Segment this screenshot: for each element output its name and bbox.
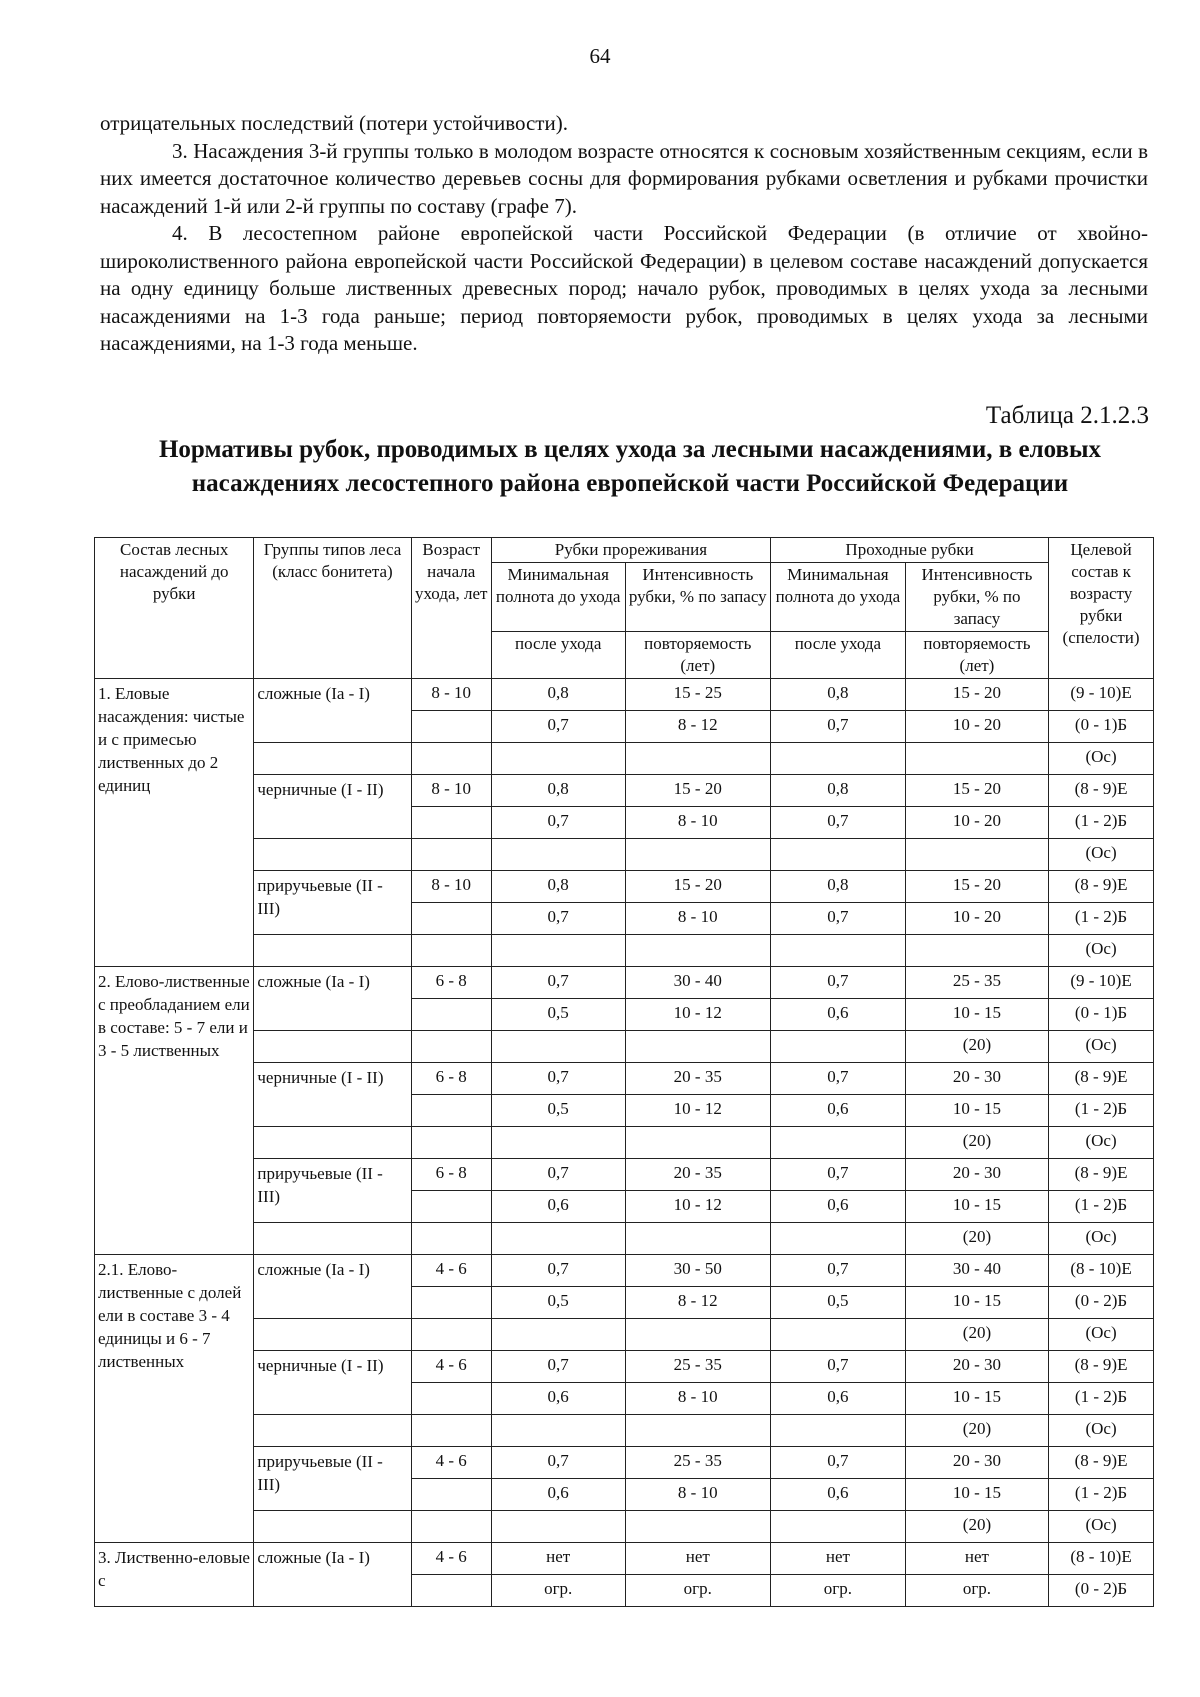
cell-value: 15 - 20: [905, 775, 1048, 807]
cell-value: [771, 935, 906, 967]
header-intensity: Интенсивность рубки, % по запасу: [905, 563, 1048, 632]
cell-start-age: 4 - 6: [411, 1543, 491, 1575]
cell-value: [625, 1223, 770, 1255]
cell-value: 20 - 30: [905, 1159, 1048, 1191]
cell-start-age: 8 - 10: [411, 679, 491, 711]
cell-forest-type: [254, 839, 411, 871]
cell-start-age: [411, 711, 491, 743]
cell-start-age: 4 - 6: [411, 1255, 491, 1287]
header-after-care: после ухода: [491, 632, 625, 679]
cell-value: [771, 1319, 906, 1351]
cell-value: 8 - 10: [625, 903, 770, 935]
cell-value: нет: [625, 1543, 770, 1575]
cell-target: (0 - 2)Б: [1049, 1575, 1154, 1607]
table-label: Таблица 2.1.2.3: [985, 402, 1149, 429]
cell-value: 10 - 15: [905, 1287, 1048, 1319]
cell-value: 0,7: [491, 711, 625, 743]
cell-value: [625, 839, 770, 871]
cell-value: 8 - 10: [625, 1479, 770, 1511]
header-target: Целевой состав к возрасту рубки (спелости): [1049, 538, 1154, 679]
cell-target: (0 - 1)Б: [1049, 711, 1154, 743]
table-header: [95, 538, 1154, 679]
cell-value: 30 - 40: [625, 967, 770, 999]
cell-value: [491, 1511, 625, 1543]
cell-forest-type: черничные (I - II): [254, 1063, 411, 1127]
cell-value: 15 - 20: [905, 679, 1048, 711]
paragraph: отрицательных последствий (потери устойчивости).: [100, 111, 568, 135]
cell-start-age: [411, 903, 491, 935]
cell-value: 0,8: [491, 775, 625, 807]
cell-target: (Ос): [1049, 1415, 1154, 1447]
header-composition: Состав лесных насаждений до рубки: [95, 538, 254, 679]
header-min-density: Минимальная полнота до ухода: [491, 563, 625, 632]
cell-start-age: [411, 743, 491, 775]
cell-start-age: [411, 1383, 491, 1415]
cell-value: [625, 1127, 770, 1159]
table-row: [95, 775, 1154, 807]
cell-value: 25 - 35: [625, 1351, 770, 1383]
cell-forest-type: [254, 1511, 411, 1543]
cell-value: 0,6: [771, 999, 906, 1031]
cell-value: 0,5: [491, 1095, 625, 1127]
cell-value: [491, 935, 625, 967]
cell-value: 0,8: [771, 679, 906, 711]
cell-value: 10 - 20: [905, 711, 1048, 743]
cell-value: 25 - 35: [905, 967, 1048, 999]
cell-start-age: [411, 1415, 491, 1447]
table-row: [95, 1127, 1154, 1159]
cell-value: [905, 839, 1048, 871]
cell-value: 0,7: [491, 1351, 625, 1383]
cell-value: [625, 1415, 770, 1447]
cell-start-age: 4 - 6: [411, 1351, 491, 1383]
cell-target: (8 - 9)Е: [1049, 1447, 1154, 1479]
cell-forest-type: черничные (I - II): [254, 1351, 411, 1415]
table-row: [95, 743, 1154, 775]
cell-target: (9 - 10)Е: [1049, 679, 1154, 711]
cell-value: (20): [905, 1415, 1048, 1447]
cell-target: (1 - 2)Б: [1049, 1095, 1154, 1127]
cell-value: 0,7: [771, 903, 906, 935]
cell-value: 10 - 12: [625, 1095, 770, 1127]
cell-target: (Ос): [1049, 743, 1154, 775]
cell-value: 0,5: [491, 1287, 625, 1319]
cell-value: 0,7: [771, 807, 906, 839]
cell-value: [625, 1319, 770, 1351]
table-row: [95, 871, 1154, 903]
cell-target: (0 - 1)Б: [1049, 999, 1154, 1031]
cell-value: 10 - 20: [905, 807, 1048, 839]
header-repeat: повторяемость (лет): [625, 632, 770, 679]
cell-value: 10 - 15: [905, 999, 1048, 1031]
cell-target: (8 - 9)Е: [1049, 1159, 1154, 1191]
table-row: [95, 1063, 1154, 1095]
cell-composition: 2.1. Елово-лиственные с долей ели в составе 3 - 4 единицы и 6 - 7 лиственных: [95, 1255, 254, 1543]
cell-start-age: 8 - 10: [411, 775, 491, 807]
cell-value: 15 - 20: [905, 871, 1048, 903]
cell-value: нет: [491, 1543, 625, 1575]
cell-forest-type: [254, 1415, 411, 1447]
cell-value: 0,5: [771, 1287, 906, 1319]
cell-composition: 3. Лиственно-еловые с: [95, 1543, 254, 1607]
cell-value: [491, 839, 625, 871]
cell-value: огр.: [905, 1575, 1048, 1607]
cell-value: 30 - 50: [625, 1255, 770, 1287]
cell-start-age: 6 - 8: [411, 1159, 491, 1191]
cell-target: (8 - 9)Е: [1049, 1063, 1154, 1095]
cell-value: 0,7: [491, 1447, 625, 1479]
cell-value: [771, 1127, 906, 1159]
body-text: [100, 110, 1148, 358]
cell-value: 0,7: [491, 903, 625, 935]
cell-value: 20 - 35: [625, 1159, 770, 1191]
cell-value: нет: [771, 1543, 906, 1575]
cell-value: (20): [905, 1319, 1048, 1351]
cell-start-age: [411, 1223, 491, 1255]
cell-value: 10 - 12: [625, 1191, 770, 1223]
cell-target: (9 - 10)Е: [1049, 967, 1154, 999]
table-row: [95, 1415, 1154, 1447]
cell-value: 0,7: [771, 1447, 906, 1479]
header-repeat: повторяемость (лет): [905, 632, 1048, 679]
header-passage: Проходные рубки: [771, 538, 1049, 563]
cell-value: 0,7: [771, 1159, 906, 1191]
cell-composition: 2. Елово-лиственные с преобладанием ели в составе: 5 - 7 ели и 3 - 5 лиственных: [95, 967, 254, 1255]
cell-value: 10 - 12: [625, 999, 770, 1031]
cell-value: 0,7: [491, 967, 625, 999]
cell-value: 0,8: [491, 871, 625, 903]
cell-start-age: 6 - 8: [411, 967, 491, 999]
cell-target: (1 - 2)Б: [1049, 903, 1154, 935]
cell-value: 15 - 25: [625, 679, 770, 711]
cell-target: (Ос): [1049, 839, 1154, 871]
cell-value: 15 - 20: [625, 775, 770, 807]
cell-value: [491, 1415, 625, 1447]
cell-value: 0,8: [771, 775, 906, 807]
table-body: [95, 679, 1154, 1607]
cell-target: (Ос): [1049, 1511, 1154, 1543]
cell-value: [491, 1223, 625, 1255]
paragraph: 4. В лесостепном районе европейской части Российской Федерации (в отличие от хвойно-широколиственного района европейской части Российской Федерации) в целевом составе насаждений допускается на одну единицу больше лиственных древесных пород; начало рубок, проводимых в целях ухода за лесными насаждениями на 1-3 года раньше; период повторяемости рубок, проводимых в целях ухода за лесными насаждениями, на 1-3 года меньше.: [100, 221, 1148, 355]
cell-forest-type: сложные (Ia - I): [254, 1543, 411, 1607]
cell-start-age: [411, 1095, 491, 1127]
cell-target: (1 - 2)Б: [1049, 807, 1154, 839]
cell-value: 10 - 15: [905, 1479, 1048, 1511]
cell-value: [625, 935, 770, 967]
cell-value: 0,6: [771, 1191, 906, 1223]
cell-value: 0,8: [491, 679, 625, 711]
cell-value: 20 - 30: [905, 1447, 1048, 1479]
cell-target: (0 - 2)Б: [1049, 1287, 1154, 1319]
cell-value: (20): [905, 1223, 1048, 1255]
cell-value: 0,7: [771, 1255, 906, 1287]
cell-value: 10 - 15: [905, 1191, 1048, 1223]
header-after-care: после ухода: [771, 632, 906, 679]
cell-value: 8 - 12: [625, 711, 770, 743]
table-row: [95, 1319, 1154, 1351]
cell-start-age: [411, 935, 491, 967]
header-forest-type: Группы типов леса (класс бонитета): [254, 538, 411, 679]
cell-value: 0,7: [771, 1063, 906, 1095]
cell-start-age: [411, 1287, 491, 1319]
cell-forest-type: приручьевые (II - III): [254, 871, 411, 935]
cell-value: 15 - 20: [625, 871, 770, 903]
cell-start-age: [411, 839, 491, 871]
cell-target: (Ос): [1049, 935, 1154, 967]
cell-value: 8 - 10: [625, 1383, 770, 1415]
cell-value: огр.: [491, 1575, 625, 1607]
cell-forest-type: сложные (Ia - I): [254, 679, 411, 743]
cell-value: [491, 1127, 625, 1159]
cell-start-age: 6 - 8: [411, 1063, 491, 1095]
cell-start-age: [411, 999, 491, 1031]
cell-value: 0,6: [771, 1479, 906, 1511]
cell-value: (20): [905, 1511, 1048, 1543]
cell-value: [491, 1031, 625, 1063]
table-row: [95, 1351, 1154, 1383]
cell-value: 20 - 30: [905, 1063, 1048, 1095]
cell-forest-type: черничные (I - II): [254, 775, 411, 839]
cell-start-age: [411, 807, 491, 839]
cell-start-age: 8 - 10: [411, 871, 491, 903]
cell-value: [771, 743, 906, 775]
cell-value: 10 - 15: [905, 1095, 1048, 1127]
cell-value: 25 - 35: [625, 1447, 770, 1479]
table-row: [95, 1255, 1154, 1287]
cell-value: 20 - 35: [625, 1063, 770, 1095]
cell-value: 8 - 12: [625, 1287, 770, 1319]
cell-value: огр.: [625, 1575, 770, 1607]
table-row: [95, 1543, 1154, 1575]
header-thinning: Рубки прореживания: [491, 538, 770, 563]
cell-target: (8 - 9)Е: [1049, 871, 1154, 903]
table-row: [95, 967, 1154, 999]
cell-value: [771, 1415, 906, 1447]
cell-forest-type: [254, 1319, 411, 1351]
cell-start-age: [411, 1319, 491, 1351]
cell-value: [771, 839, 906, 871]
cell-forest-type: приручьевые (II - III): [254, 1159, 411, 1223]
table-row: [95, 1511, 1154, 1543]
cell-value: [625, 1511, 770, 1543]
cell-value: нет: [905, 1543, 1048, 1575]
cell-value: (20): [905, 1127, 1048, 1159]
cell-target: (8 - 10)Е: [1049, 1255, 1154, 1287]
cell-value: 8 - 10: [625, 807, 770, 839]
cell-value: огр.: [771, 1575, 906, 1607]
cell-value: 0,7: [491, 807, 625, 839]
table-row: [95, 935, 1154, 967]
cell-value: [905, 935, 1048, 967]
cell-target: (1 - 2)Б: [1049, 1383, 1154, 1415]
table-row: [95, 1447, 1154, 1479]
cell-value: 0,7: [491, 1063, 625, 1095]
cell-target: (Ос): [1049, 1127, 1154, 1159]
cell-value: 0,7: [771, 1351, 906, 1383]
cell-forest-type: [254, 1127, 411, 1159]
cell-forest-type: [254, 743, 411, 775]
cell-start-age: [411, 1127, 491, 1159]
table-row: [95, 1223, 1154, 1255]
cell-target: (8 - 9)Е: [1049, 1351, 1154, 1383]
cell-value: 0,8: [771, 871, 906, 903]
cell-start-age: 4 - 6: [411, 1447, 491, 1479]
cell-value: 0,6: [771, 1095, 906, 1127]
cell-value: [771, 1223, 906, 1255]
cell-target: (8 - 9)Е: [1049, 775, 1154, 807]
table-row: [95, 679, 1154, 711]
cell-value: 0,6: [491, 1191, 625, 1223]
paragraph: 3. Насаждения 3-й группы только в молодом возрасте относятся к сосновым хозяйственным секциям, если в них имеется достаточное количество деревьев сосны для формирования рубками осветления и рубками прочистки насаждений 1-й или 2-й группы по составу (графе 7).: [100, 138, 1148, 218]
cell-value: 0,7: [771, 711, 906, 743]
cell-value: [625, 1031, 770, 1063]
cell-value: 10 - 15: [905, 1383, 1048, 1415]
cell-value: [771, 1031, 906, 1063]
header-start-age: Возраст начала ухода, лет: [411, 538, 491, 679]
cell-target: (Ос): [1049, 1319, 1154, 1351]
cell-composition: 1. Еловые насаждения: чистые и с примесью лиственных до 2 единиц: [95, 679, 254, 967]
cell-target: (1 - 2)Б: [1049, 1479, 1154, 1511]
table-row: [95, 839, 1154, 871]
page-number: 64: [589, 44, 611, 68]
cell-start-age: [411, 1575, 491, 1607]
cell-forest-type: [254, 1031, 411, 1063]
table-title: Нормативы рубок, проводимых в целях ухода за лесными насаждениями, в еловых насаждениях лесостепного района европейской части Российской Федерации: [158, 436, 1102, 497]
cell-start-age: [411, 1511, 491, 1543]
cell-value: (20): [905, 1031, 1048, 1063]
cell-value: 0,6: [491, 1383, 625, 1415]
header-min-density: Минимальная полнота до ухода: [771, 563, 906, 632]
cell-value: 0,7: [491, 1255, 625, 1287]
cell-value: 0,7: [491, 1159, 625, 1191]
table-row: [95, 1159, 1154, 1191]
cell-forest-type: приручьевые (II - III): [254, 1447, 411, 1511]
cell-start-age: [411, 1031, 491, 1063]
cell-forest-type: сложные (Ia - I): [254, 967, 411, 1031]
cell-forest-type: [254, 935, 411, 967]
cell-forest-type: сложные (Ia - I): [254, 1255, 411, 1319]
cell-target: (Ос): [1049, 1031, 1154, 1063]
header-intensity: Интенсивность рубки, % по запасу: [625, 563, 770, 632]
cell-value: [625, 743, 770, 775]
cell-start-age: [411, 1479, 491, 1511]
cell-start-age: [411, 1191, 491, 1223]
cell-value: 0,5: [491, 999, 625, 1031]
cell-value: [771, 1511, 906, 1543]
cell-value: [491, 743, 625, 775]
table-row: [95, 1031, 1154, 1063]
cell-value: 10 - 20: [905, 903, 1048, 935]
cell-target: (1 - 2)Б: [1049, 1191, 1154, 1223]
cell-value: 30 - 40: [905, 1255, 1048, 1287]
cell-value: 20 - 30: [905, 1351, 1048, 1383]
cell-value: [905, 743, 1048, 775]
cell-value: [491, 1319, 625, 1351]
cell-value: 0,6: [771, 1383, 906, 1415]
cell-target: (Ос): [1049, 1223, 1154, 1255]
cell-forest-type: [254, 1223, 411, 1255]
cell-value: 0,7: [771, 967, 906, 999]
norms-table: [94, 537, 1154, 1607]
cell-value: 0,6: [491, 1479, 625, 1511]
cell-target: (8 - 10)Е: [1049, 1543, 1154, 1575]
